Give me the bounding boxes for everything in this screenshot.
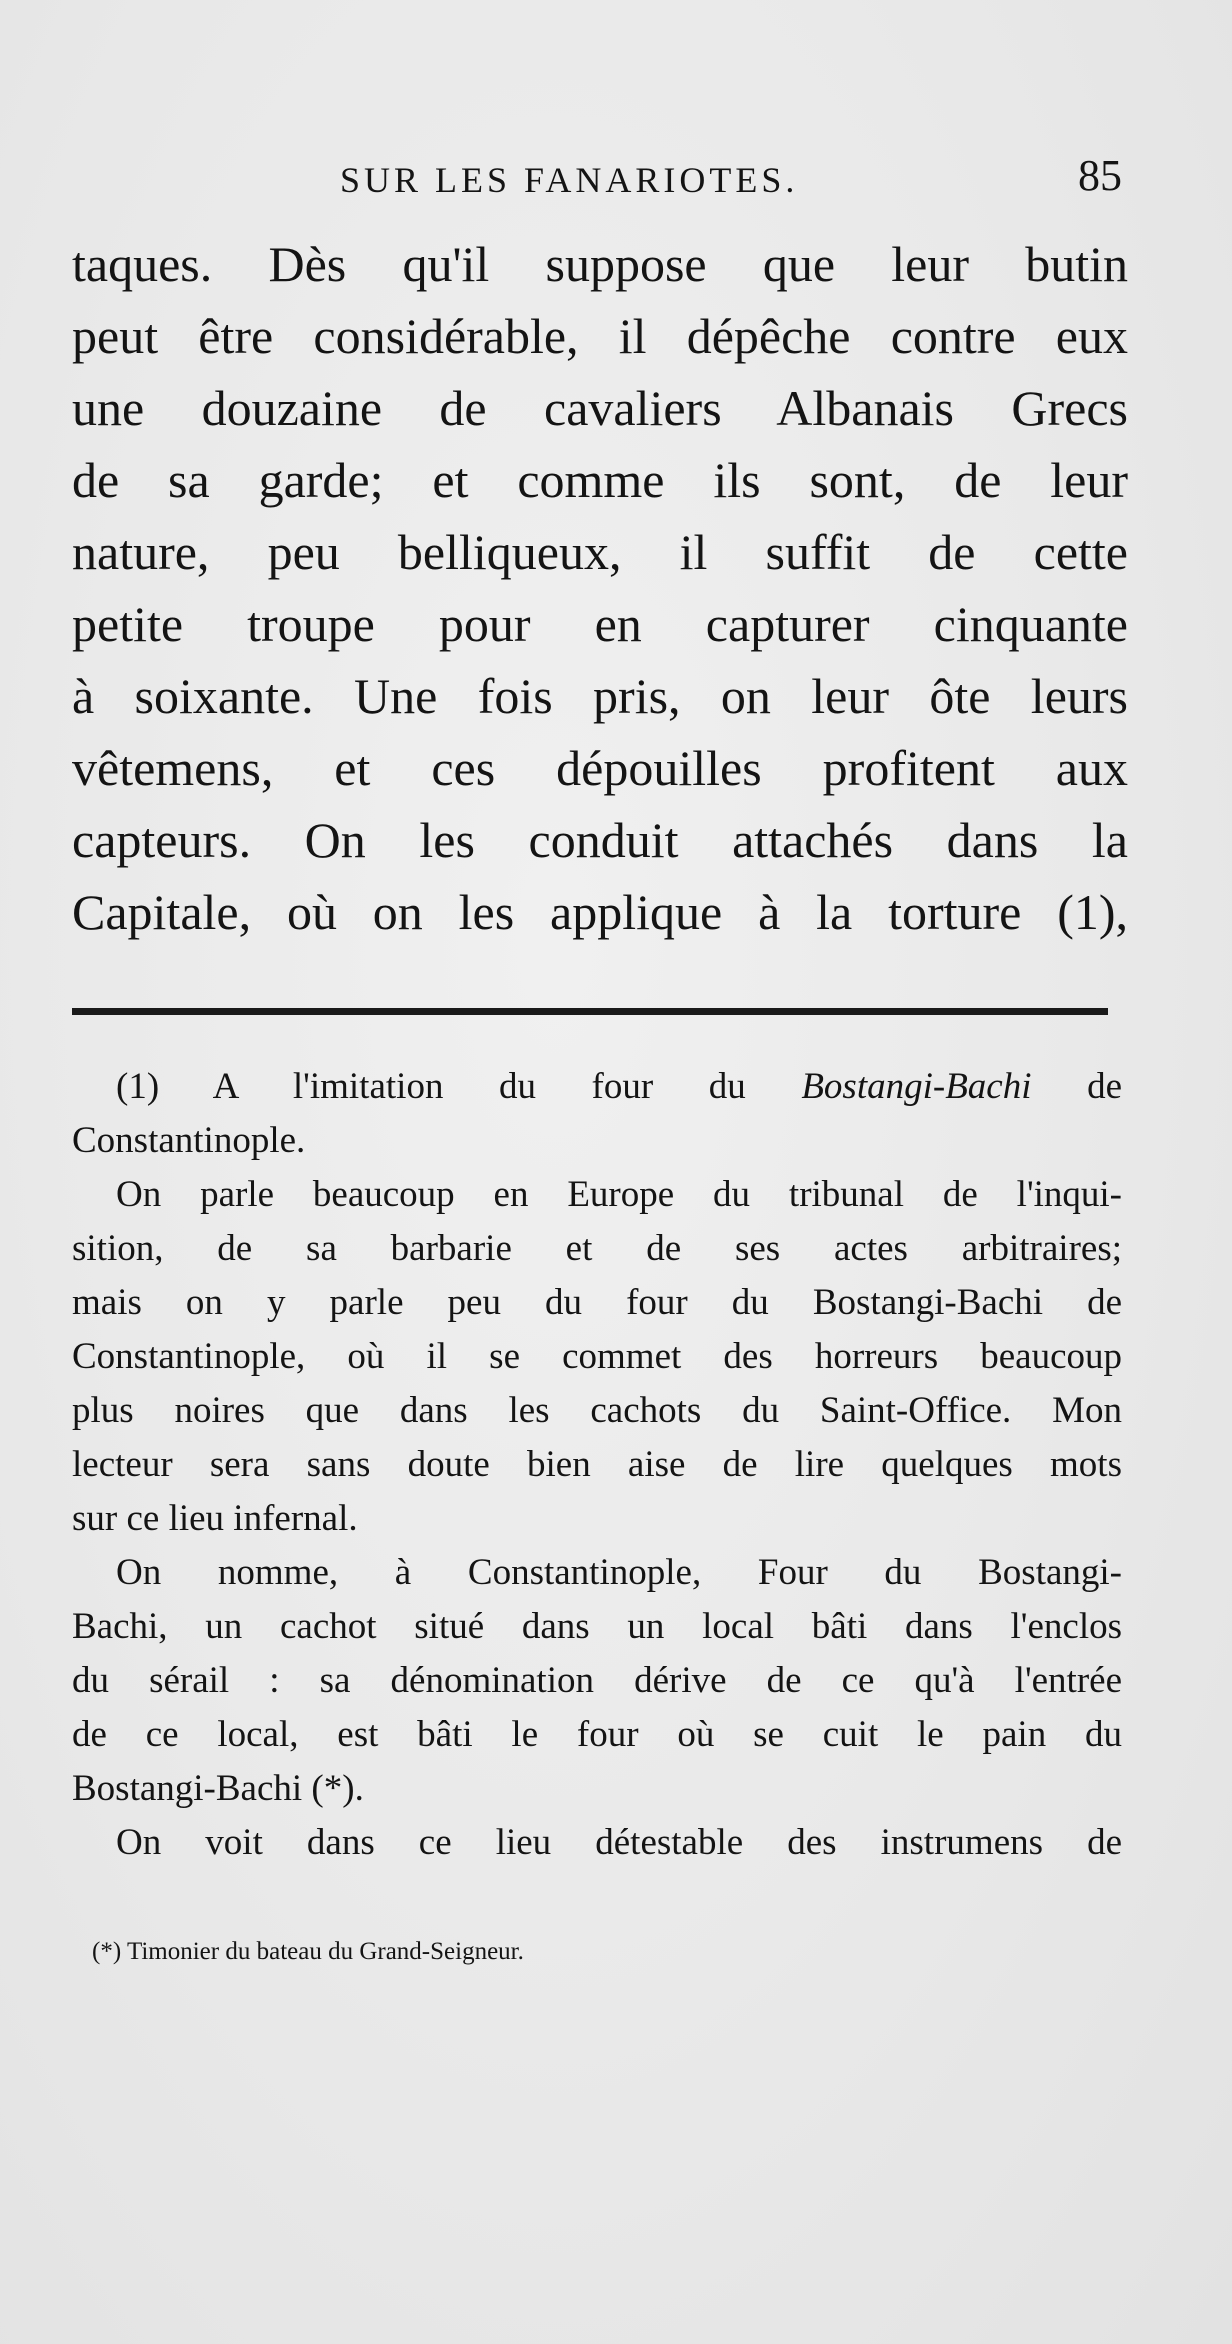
footnote-line: mais on y parle peu du four du Bostangi-Bachi de [72, 1282, 1122, 1323]
running-head [0, 150, 1232, 210]
footnote-line: On voit dans ce lieu détestable des instrumens de [116, 1822, 1122, 1863]
main-text-line: peut être considérable, il dépêche contre eux [72, 308, 1128, 364]
footnote-first-line-suffix: de [1087, 1066, 1122, 1107]
footnote-line: Bostangi-Bachi (*). [72, 1768, 364, 1809]
footnote-separator-rule [72, 1008, 1108, 1015]
main-text-line: capteurs. On les conduit attachés dans la [72, 812, 1128, 868]
footnote-line: Constantinople, où il se commet des horreurs beaucoup [72, 1336, 1122, 1377]
main-text-line: vêtemens, et ces dépouilles profitent aux [72, 740, 1128, 796]
main-text-line: taques. Dès qu'il suppose que leur butin [72, 236, 1128, 292]
page-number: 85 [1078, 151, 1122, 200]
footnote-line: On nomme, à Constantinople, Four du Bostangi- [116, 1552, 1122, 1593]
main-text-line: à soixante. Une fois pris, on leur ôte leurs [72, 668, 1128, 724]
main-text [72, 228, 1128, 948]
main-text-line: Capitale, où on les applique à la torture (1), [72, 884, 1128, 940]
footnote-first-line-prefix: (1) A l'imitation du four du [116, 1066, 746, 1107]
footnote-line: On parle beaucoup en Europe du tribunal de l'inqui- [116, 1174, 1122, 1215]
sub-footnote: (*) Timonier du bateau du Grand-Seigneur. [92, 1938, 524, 1965]
footnote-line: de ce local, est bâti le four où se cuit le pain du [72, 1714, 1122, 1755]
footnote-line: plus noires que dans les cachots du Saint-Office. Mon [72, 1390, 1122, 1431]
footnote-line: du sérail : sa dénomination dérive de ce qu'à l'entrée [72, 1660, 1122, 1701]
footnote-line: Constantinople. [72, 1120, 306, 1161]
footnote-line: sition, de sa barbarie et de ses actes arbitraires; [72, 1228, 1122, 1269]
footnote-line: sur ce lieu infernal. [72, 1498, 358, 1539]
footnote-first-line [72, 1060, 1122, 1114]
footnote-line: Bachi, un cachot situé dans un local bâti dans l'enclos [72, 1606, 1122, 1647]
main-text-line: de sa garde; et comme ils sont, de leur [72, 452, 1128, 508]
footnote-line: lecteur sera sans doute bien aise de lire quelques mots [72, 1444, 1122, 1485]
main-text-line: une douzaine de cavaliers Albanais Grecs [72, 380, 1128, 436]
main-text-line: petite troupe pour en capturer cinquante [72, 596, 1128, 652]
footnote [72, 1060, 1122, 1870]
running-title: SUR LES FANARIOTES. [340, 160, 799, 200]
footnote-italic-term: Bostangi-Bachi [801, 1066, 1032, 1107]
main-text-line: nature, peu belliqueux, il suffit de cette [72, 524, 1128, 580]
